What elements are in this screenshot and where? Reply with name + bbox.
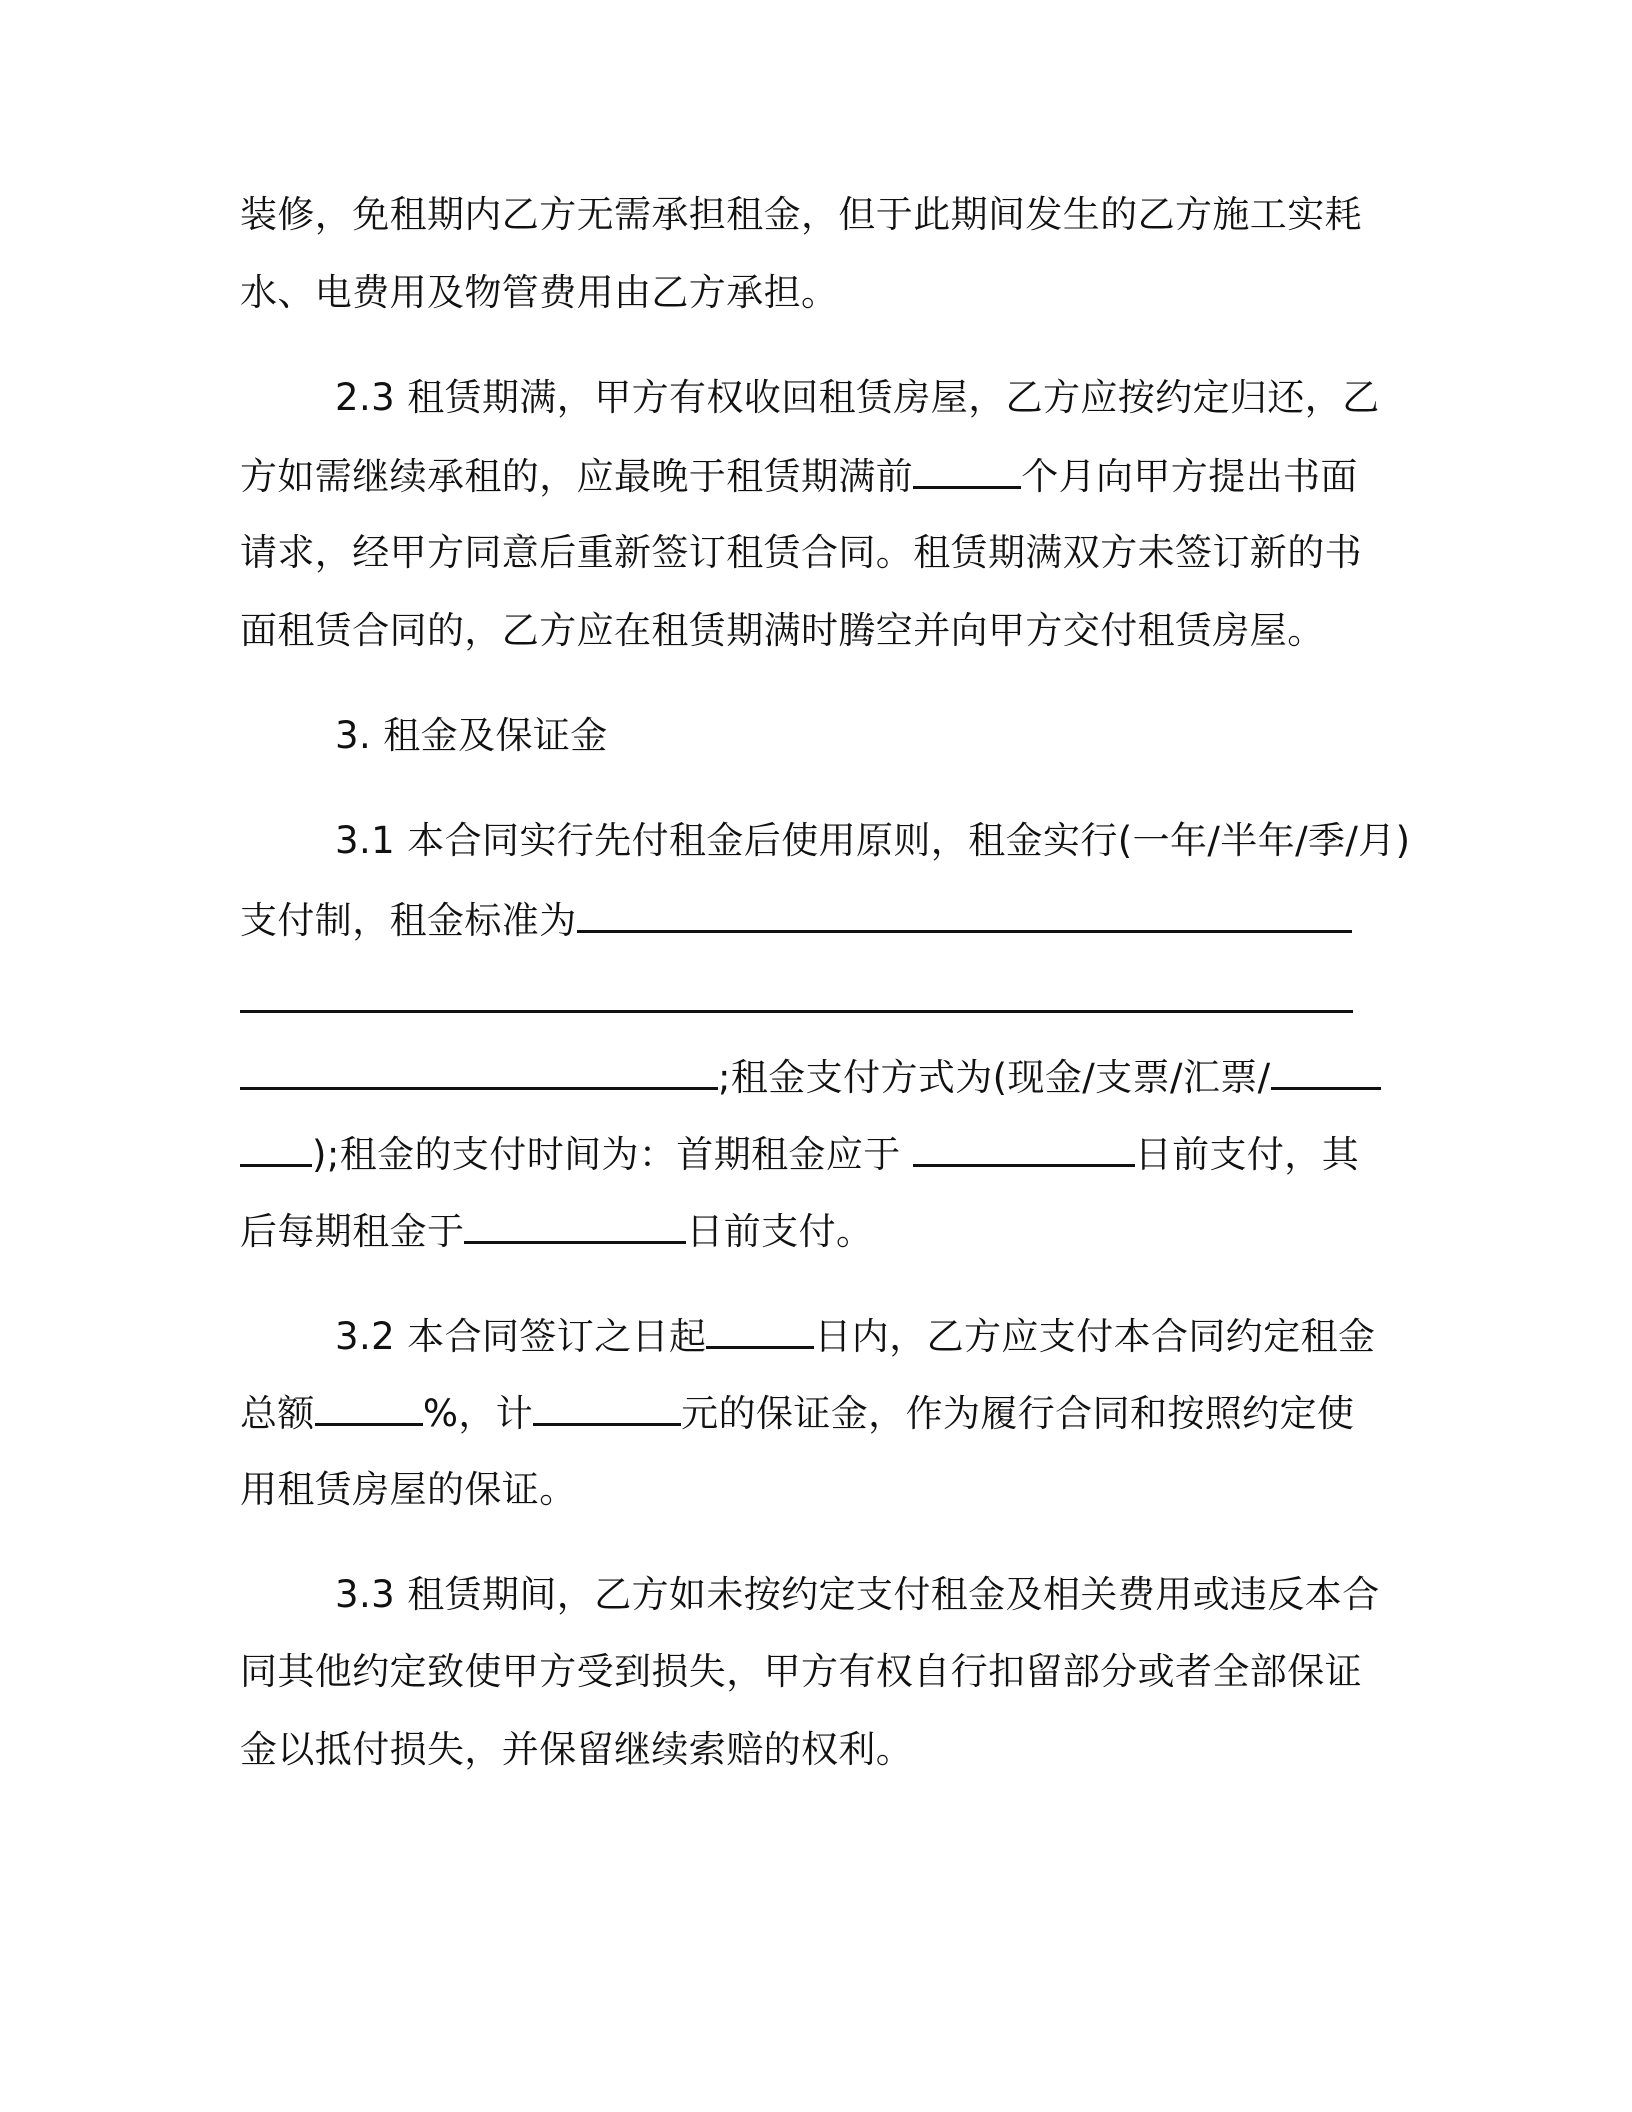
clause-3-1-line	[240, 896, 1352, 942]
fill-blank-deposit-amount[interactable]	[533, 1389, 681, 1426]
fill-blank-rent-standard-cont[interactable]	[240, 1010, 1353, 1013]
clause-2-3-line	[240, 530, 1362, 576]
text: 同其他约定致使甲方受到损失，甲方有权自行扣留部分或者全部保证	[240, 1650, 1362, 1693]
text: 3.1 本合同实行先付租金后使用原则，租金实行(一年/半年/季/月)	[335, 819, 1411, 862]
clause-3-2-line	[240, 1389, 1354, 1435]
fill-blank-months[interactable]	[913, 452, 1021, 489]
fill-blank-percent[interactable]	[315, 1389, 423, 1426]
text: 日内，乙方应支付本合同约定租金	[814, 1315, 1376, 1358]
paragraph-line	[240, 270, 838, 316]
text: );租金的支付时间为：首期租金应于	[312, 1133, 901, 1176]
text: 水、电费用及物管费用由乙方承担。	[240, 271, 839, 314]
text: 元的保证金，作为履行合同和按照约定使	[681, 1392, 1355, 1435]
clause-3-1-line	[335, 818, 1410, 864]
clause-3-3-line	[335, 1572, 1380, 1618]
text: 请求，经甲方同意后重新签订租赁合同。租赁期满双方未签订新的书	[240, 531, 1362, 574]
text: 支付制，租金标准为	[240, 899, 577, 942]
clause-2-3-line	[335, 375, 1380, 421]
fill-blank-rent-standard[interactable]	[577, 896, 1352, 933]
text: ;租金支付方式为(现金/支票/汇票/	[718, 1056, 1271, 1099]
text: 3.3 租赁期间，乙方如未按约定支付租金及相关费用或违反本合	[335, 1573, 1380, 1616]
text: 个月向甲方提出书面	[1021, 455, 1358, 498]
text: 面租赁合同的，乙方应在租赁期满时腾空并向甲方交付租赁房屋。	[240, 609, 1325, 652]
clause-2-3-line	[240, 452, 1358, 498]
fill-blank-payment-method-end[interactable]	[240, 1130, 312, 1167]
fill-blank-first-payment-date[interactable]	[913, 1130, 1135, 1167]
text: 日前支付。	[686, 1210, 874, 1253]
fill-blank-days[interactable]	[706, 1312, 814, 1349]
text: 3.2 本合同签订之日起	[335, 1315, 707, 1358]
clause-3-3-line	[240, 1727, 913, 1773]
text: 3. 租金及保证金	[335, 714, 608, 757]
text: 用租赁房屋的保证。	[240, 1468, 577, 1511]
paragraph-line	[240, 192, 1362, 238]
clause-3-1-line	[240, 1130, 1359, 1176]
section-3-heading	[335, 713, 608, 759]
text: 日前支付，其	[1134, 1133, 1360, 1176]
clause-3-1-line	[240, 1053, 1381, 1099]
clause-3-1-line	[240, 1207, 873, 1253]
clause-2-3-line	[240, 608, 1325, 654]
clause-3-3-line	[240, 1649, 1362, 1695]
fill-blank-periodic-payment-date[interactable]	[464, 1207, 686, 1244]
text: 后每期租金于	[240, 1210, 465, 1253]
text: 2.3 租赁期满，甲方有权收回租赁房屋，乙方应按约定归还，乙	[335, 376, 1380, 419]
fill-blank-payment-method[interactable]	[1271, 1053, 1381, 1090]
clause-3-2-line	[335, 1312, 1375, 1358]
text: %，计	[422, 1392, 534, 1435]
clause-3-2-line	[240, 1467, 577, 1513]
fill-blank-rent-standard-end[interactable]	[240, 1053, 718, 1090]
text: 总额	[240, 1392, 315, 1435]
text: 方如需继续承租的，应最晚于租赁期满前	[240, 455, 914, 498]
text: 金以抵付损失，并保留继续索赔的权利。	[240, 1728, 914, 1771]
text: 装修，免租期内乙方无需承担租金，但于此期间发生的乙方施工实耗	[240, 193, 1362, 236]
